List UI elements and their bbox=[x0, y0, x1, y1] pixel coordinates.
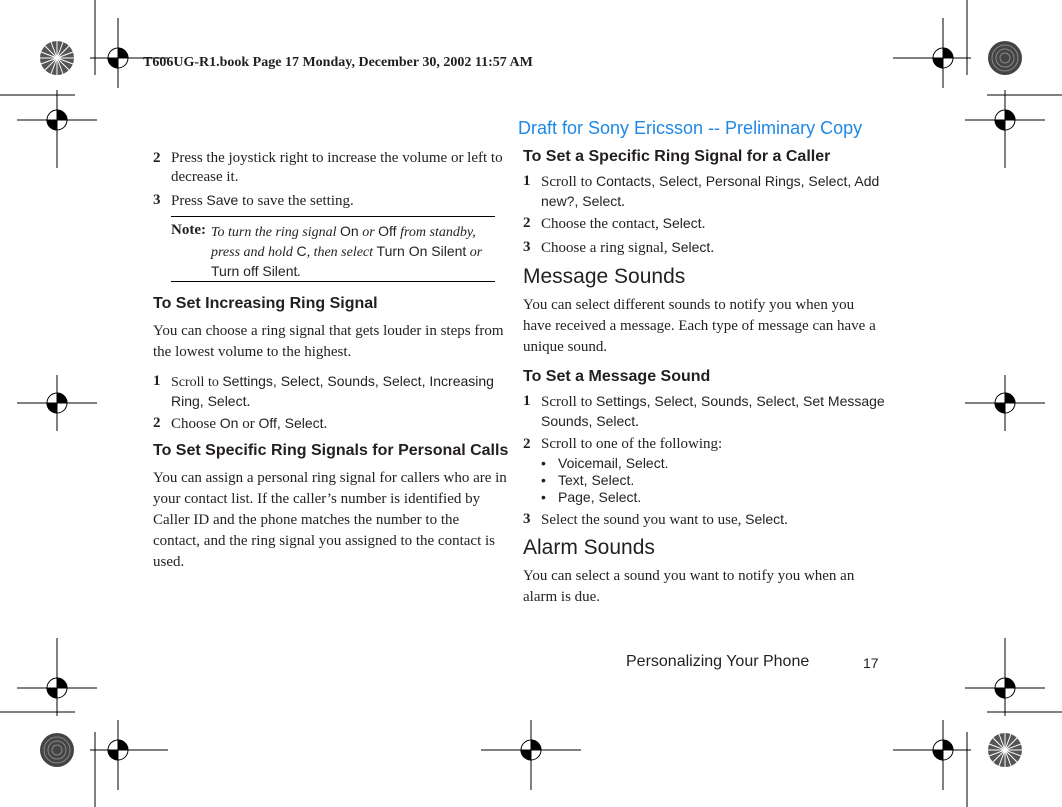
heading-message-sound: To Set a Message Sound bbox=[523, 368, 711, 385]
heading-ring-for-caller: To Set a Specific Ring Signal for a Caller bbox=[523, 148, 831, 165]
step-text: . bbox=[710, 240, 715, 256]
note-box bbox=[171, 216, 495, 282]
list-item: • Page, Select. bbox=[541, 489, 642, 505]
heading-personal-calls: To Set Specific Ring Signals for Personal Calls bbox=[153, 442, 509, 459]
para-alarm-sounds: You can select a sound you want to notify you when an alarm is due. bbox=[523, 568, 855, 605]
ui-command: Settings, Select, Sounds, Select, Increasing Ring, Select bbox=[171, 373, 494, 409]
bullet-icon: • bbox=[541, 455, 546, 471]
step-text: . bbox=[621, 194, 625, 210]
ui-command: Save bbox=[206, 192, 239, 208]
note-text: To turn the ring signal On or Off from standby, press and hold C, then select Turn On Silent or Turn off Silent. bbox=[211, 223, 483, 280]
page-number: 17 bbox=[863, 655, 879, 671]
step-text: to save the setting. bbox=[238, 193, 354, 209]
step-text: . bbox=[323, 416, 328, 432]
step-3-message bbox=[523, 510, 885, 532]
bullet-list bbox=[541, 455, 885, 506]
step-number: 3 bbox=[523, 511, 531, 527]
list-item: • Text, Select. bbox=[541, 472, 635, 488]
list-item: • Voicemail, Select. bbox=[541, 455, 669, 471]
step-number: 1 bbox=[153, 373, 161, 389]
step-1-caller bbox=[523, 172, 885, 212]
step-number: 2 bbox=[153, 415, 161, 431]
step-text: Press bbox=[171, 193, 207, 209]
footer-section-title: Personalizing Your Phone bbox=[626, 653, 810, 670]
ui-command: Select bbox=[745, 511, 785, 527]
step-2-volume bbox=[153, 149, 508, 189]
ui-command: Contacts, Select, Personal Rings, Select, Add new?, Select bbox=[541, 173, 880, 209]
step-number: 2 bbox=[523, 215, 531, 231]
step-number: 2 bbox=[523, 436, 531, 452]
step-2-increasing bbox=[153, 414, 508, 436]
step-text: . bbox=[246, 394, 251, 410]
para-increasing: You can choose a ring signal that gets louder in steps from the lowest volume to the highest. bbox=[153, 323, 504, 360]
step-text: or bbox=[238, 416, 259, 432]
heading-increasing-ring: To Set Increasing Ring Signal bbox=[153, 295, 378, 312]
step-text: Choose a ring signal, bbox=[541, 240, 672, 256]
step-text: Scroll to bbox=[541, 174, 596, 190]
bullet-icon: • bbox=[541, 489, 546, 505]
draft-banner: Draft for Sony Ericsson -- Preliminary Copy bbox=[518, 118, 863, 138]
step-3-save bbox=[153, 191, 508, 214]
file-header: T606UG-R1.book Page 17 Monday, December 30, 2002 11:57 AM bbox=[143, 55, 533, 70]
step-2-message bbox=[523, 435, 885, 455]
ui-command: Select bbox=[671, 239, 711, 255]
ui-command: On bbox=[219, 415, 239, 431]
bullet-icon: • bbox=[541, 472, 546, 488]
step-number: 3 bbox=[523, 239, 531, 255]
step-text: . bbox=[784, 512, 788, 528]
step-number: 3 bbox=[153, 192, 161, 208]
step-3-caller bbox=[523, 238, 885, 260]
para-personal: You can assign a personal ring signal for callers who are in your contact list. If the caller’s number is identified by Caller ID and the phone matches the number to the contact, and the ring signal you assigned to the contact is used. bbox=[153, 470, 507, 570]
step-1-message bbox=[523, 392, 885, 432]
title-alarm-sounds: Alarm Sounds bbox=[523, 536, 655, 559]
step-text: Select the sound you want to use, bbox=[541, 512, 746, 528]
right-column bbox=[523, 148, 885, 608]
step-number: 2 bbox=[153, 150, 161, 166]
step-text: Scroll to one of the following: bbox=[541, 436, 723, 452]
ui-command: Settings, Select, Sounds, Select, Set Message Sounds, Select bbox=[541, 393, 885, 429]
step-number: 1 bbox=[523, 393, 531, 409]
step-text: Scroll to bbox=[171, 375, 223, 390]
step-text: Press the joystick right to increase the volume or left to decrease it. bbox=[171, 150, 503, 185]
step-text: Scroll to bbox=[541, 394, 596, 410]
left-column bbox=[153, 149, 508, 573]
ui-command: Off, Select bbox=[258, 415, 324, 431]
note-label: Note: bbox=[171, 222, 206, 238]
step-2-caller bbox=[523, 214, 885, 236]
step-text: . bbox=[701, 216, 706, 232]
step-1-increasing bbox=[153, 372, 508, 412]
step-number: 1 bbox=[523, 173, 531, 189]
title-message-sounds: Message Sounds bbox=[523, 265, 686, 288]
ui-command: Select bbox=[662, 215, 702, 231]
step-text: Choose bbox=[171, 416, 220, 432]
para-message-sounds: You can select different sounds to notify you when you have received a message. Each type of message can have a unique sound. bbox=[523, 297, 876, 355]
step-text: . bbox=[635, 414, 639, 430]
step-text: Choose the contact, bbox=[541, 216, 663, 232]
